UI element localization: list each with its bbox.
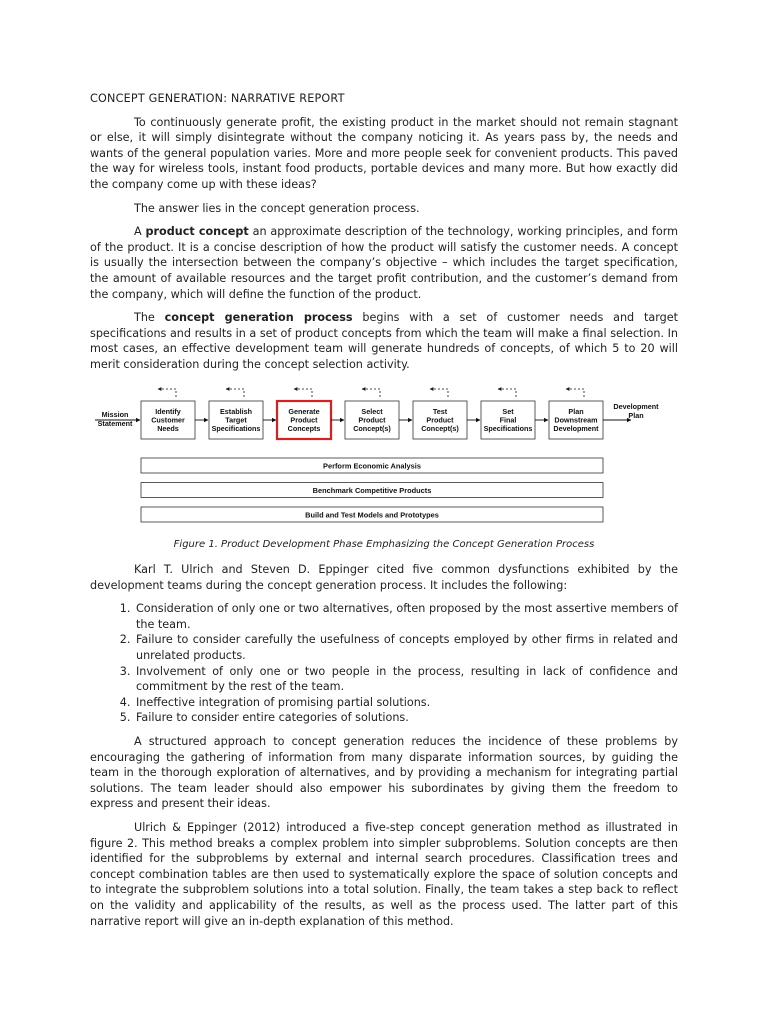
input-label-mission-statement: Mission [101, 409, 129, 419]
input-label-mission-statement: Statement [97, 418, 133, 428]
list-item: 2. Failure to consider carefully the usefulness of concepts employed by other firms in related and unrelated products. [134, 632, 678, 663]
stage-label: Downstream [554, 415, 598, 424]
stage-label: Test [432, 406, 448, 416]
paragraph-structured-approach: A structured approach to concept generation reduces the incidence of these problems by encouraging the gathering of information from many disparate information sources, by guiding the team in the thorough exploration of alternatives, and by providing a mechanism for integrating partial solutions. The team leader should also empower his subordinates by giving them the freedom to express and present their ideas. [90, 735, 678, 811]
stage-label: Concept(s) [421, 423, 459, 433]
paragraph-answer: The answer lies in the concept generation process. [134, 201, 420, 215]
support-activity-label: Perform Economic Analysis [323, 460, 421, 470]
stage-label: Concepts [287, 423, 321, 433]
feedback-arrow [294, 389, 312, 397]
document-page [90, 91, 678, 937]
paragraph-intro: To continuously generate profit, the existing product in the market should not remain stagnant or else, it will simply disintegrate without the company noticing it. As years pass by, the needs and wants of the general population varies. More and more people seek for convenient products. This paved the way for wireless tools, instant food products, portable devices and many more. But how exactly did the company come up with these ideas? [90, 115, 678, 191]
process-flow-diagram [90, 381, 678, 531]
feedback-arrow [226, 389, 244, 397]
definition-text: an approximate description of the technology, working principles, and form of the product. It is a concise description of how the product will satisfy the customer needs. A concept is usually the intersection between the company’s objective – which includes the target specification, the amount of available resources and the target profit contribution, and the customer’s demand from the company, which will define the function of the product. [90, 225, 679, 301]
stage-label: Set [502, 406, 514, 416]
feedback-arrow [498, 389, 516, 397]
list-item: 5. Failure to consider entire categories of solutions. [134, 710, 678, 726]
stage-label: Final [499, 415, 517, 424]
stage-label: Establish [220, 406, 252, 416]
stage-label: Specifications [483, 423, 533, 433]
figure-1-diagram [90, 381, 678, 531]
definition-text: begins with a set of customer needs and target specifications and results in a set of product concepts from which the team will make a final selection. In most cases, an effective development team will generate hundreds of concepts, of which 5 to 20 will merit consideration during the concept selection activity. [90, 311, 678, 371]
term-product-concept: product concept [145, 225, 249, 239]
lead-text: A [134, 225, 146, 239]
output-label-development-plan: Plan [628, 410, 644, 420]
figure-caption: Figure 1. Product Development Phase Emphasizing the Concept Generation Process [173, 538, 595, 550]
feedback-arrow [362, 389, 380, 397]
stage-label: Select [361, 406, 383, 416]
paragraph-dysfunctions: Karl T. Ulrich and Steven D. Eppinger cited five common dysfunctions exhibited by the development teams during the concept generation process. It includes the following: [90, 563, 678, 592]
stage-label: Customer [151, 415, 185, 424]
term-concept-generation-process: concept generation process [164, 311, 353, 325]
list-item: 1. Consideration of only one or two alternatives, often proposed by the most assertive members of the team. [134, 601, 678, 632]
list-item: 4. Ineffective integration of promising partial solutions. [134, 695, 678, 711]
stage-label: Product [290, 415, 318, 424]
paragraph-five-step-method: Ulrich & Eppinger (2012) introduced a five-step concept generation method as illustrated in figure 2. This method breaks a complex problem into simpler subproblems. Solution concepts are then identified for the subproblems by external and internal search procedures. Classification trees and concept combination tables are then used to systematically explore the space of solution concepts and to integrate the subproblem solutions into a total solution. Finally, the team takes a step back to reflect on the validity and applicability of the results, as well as the process used. The latter part of this narrative report will give an in-depth explanation of this method. [90, 821, 678, 928]
dysfunction-list [90, 601, 678, 726]
stage-label: Target [225, 415, 247, 424]
feedback-arrow [430, 389, 448, 397]
paragraph-concept-generation-process [90, 310, 678, 372]
stage-label: Generate [288, 406, 320, 416]
feedback-arrow [158, 389, 176, 397]
stage-label: Needs [157, 423, 179, 433]
report-title: CONCEPT GENERATION: NARRATIVE REPORT [90, 92, 345, 105]
paragraph-product-concept [90, 224, 678, 302]
lead-text: The [134, 311, 165, 325]
output-label-development-plan: Development [613, 401, 659, 411]
stage-label: Product [426, 415, 454, 424]
support-activity-label: Build and Test Models and Prototypes [305, 509, 439, 519]
stage-label: Identify [155, 406, 181, 416]
support-activity-label: Benchmark Competitive Products [312, 485, 432, 495]
list-item: 3. Involvement of only one or two people in the process, resulting in lack of confidence and commitment by the rest of the team. [134, 664, 678, 695]
stage-label: Concept(s) [353, 423, 391, 433]
stage-label: Development [553, 423, 599, 433]
stage-label: Plan [568, 406, 584, 416]
stage-label: Specifications [211, 423, 261, 433]
feedback-arrow [566, 389, 584, 397]
stage-label: Product [358, 415, 386, 424]
